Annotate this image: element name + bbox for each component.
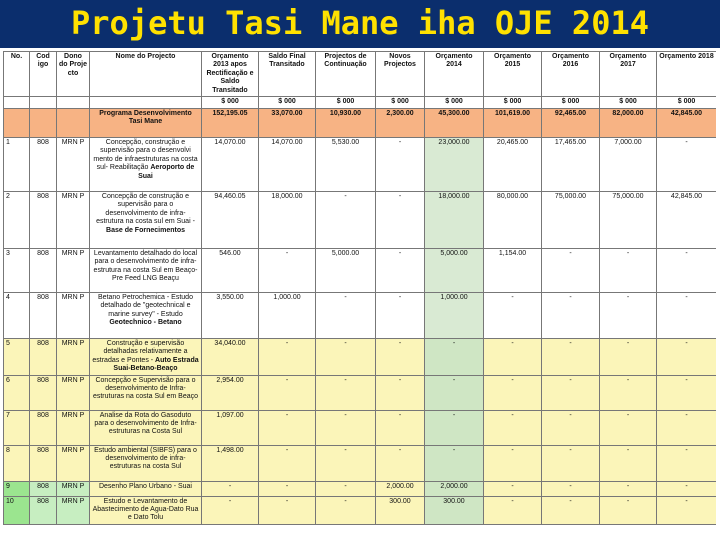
row-budget-2016: -: [542, 410, 600, 445]
row-final-balance: -: [259, 339, 316, 376]
row-project-name: [90, 249, 202, 293]
row-budget-2017: -: [600, 249, 657, 293]
row-project-name: [90, 293, 202, 339]
header-budget-2014: Orçamento 2014: [425, 52, 484, 97]
header-final-balance: Saldo Final Transitado: [259, 52, 316, 97]
row-final-balance: -: [259, 481, 316, 496]
project-description: Estudo ambiental (SIBFS) para o desenvolvimento de infra-estruturas na costa Sul: [94, 446, 197, 471]
row-budget-2018: -: [657, 445, 717, 481]
row-budget-2016: -: [542, 496, 600, 524]
row-number: 7: [4, 410, 30, 445]
units-row: [4, 97, 717, 109]
row-budget-2018: -: [657, 339, 717, 376]
row-budget-2014: 18,000.00: [425, 192, 484, 249]
row-new-projects: -: [376, 293, 425, 339]
row-project-name: [90, 445, 202, 481]
units-cell: $ 000: [316, 97, 376, 109]
summary-cell: [57, 109, 90, 138]
table-row: [4, 481, 717, 496]
budget-table-container: [3, 51, 716, 537]
row-budget-2017: -: [600, 339, 657, 376]
row-final-balance: -: [259, 410, 316, 445]
row-budget-2015: 1,154.00: [484, 249, 542, 293]
summary-budget-2015: 101,619.00: [484, 109, 542, 138]
row-code: 808: [30, 410, 57, 445]
row-owner: MRN P: [57, 192, 90, 249]
row-project-name: [90, 192, 202, 249]
row-final-balance: -: [259, 445, 316, 481]
row-budget-2013: 3,550.00: [202, 293, 259, 339]
project-description: Analise da Rota do Gasoduto para o desenvolvimento de Infra-estruturas na Costa Sul: [94, 411, 197, 436]
row-continuation: -: [316, 339, 376, 376]
row-budget-2018: -: [657, 249, 717, 293]
row-budget-2017: -: [600, 481, 657, 496]
project-description: Concepção e Supervisão para o desenvolvimento de Infra-estruturas na costa Sul em Beaço: [92, 376, 199, 401]
header-continuation: Projectos de Continuação: [316, 52, 376, 97]
table-row: [4, 375, 717, 410]
row-code: 808: [30, 192, 57, 249]
header-project-name: Nome do Projecto: [90, 52, 202, 97]
row-budget-2014: -: [425, 410, 484, 445]
row-number: 8: [4, 445, 30, 481]
row-code: 808: [30, 249, 57, 293]
program-summary-row: [4, 109, 717, 138]
units-cell: $ 000: [600, 97, 657, 109]
row-new-projects: 300.00: [376, 496, 425, 524]
header-budget-2013: Orçamento 2013 apos Rectificação e Saldo Transitado: [202, 52, 259, 97]
row-code: 808: [30, 138, 57, 192]
row-project-name: [90, 138, 202, 192]
project-location: Geotechnico - Betano: [109, 319, 182, 327]
project-description: Levantamento detalhado do local para o desenvolvimento de infra-estrutura na costa Sul em Beaço-Pre Feed LNG Beaçu: [93, 250, 198, 283]
row-code: 808: [30, 375, 57, 410]
row-code: 808: [30, 293, 57, 339]
row-budget-2017: 7,000.00: [600, 138, 657, 192]
units-cell: [57, 97, 90, 109]
row-owner: MRN P: [57, 445, 90, 481]
row-budget-2016: 17,465.00: [542, 138, 600, 192]
row-number: 10: [4, 496, 30, 524]
row-project-name: [90, 339, 202, 376]
row-budget-2016: -: [542, 481, 600, 496]
row-budget-2016: -: [542, 375, 600, 410]
row-continuation: -: [316, 293, 376, 339]
row-project-name: [90, 375, 202, 410]
row-budget-2015: -: [484, 481, 542, 496]
table-row: [4, 445, 717, 481]
row-new-projects: -: [376, 339, 425, 376]
row-number: 3: [4, 249, 30, 293]
row-continuation: 5,530.00: [316, 138, 376, 192]
header-no: No.: [4, 52, 30, 97]
row-new-projects: 2,000.00: [376, 481, 425, 496]
row-budget-2017: -: [600, 445, 657, 481]
summary-budget-2013: 152,195.05: [202, 109, 259, 138]
row-budget-2018: -: [657, 481, 717, 496]
row-owner: MRN P: [57, 339, 90, 376]
units-cell: $ 000: [542, 97, 600, 109]
row-continuation: -: [316, 375, 376, 410]
row-budget-2016: -: [542, 339, 600, 376]
row-number: 4: [4, 293, 30, 339]
units-cell: $ 000: [259, 97, 316, 109]
header-budget-2017: Orçamento 2017: [600, 52, 657, 97]
row-budget-2013: 94,460.05: [202, 192, 259, 249]
table-body: [4, 97, 717, 525]
row-budget-2017: 75,000.00: [600, 192, 657, 249]
table-row: [4, 138, 717, 192]
units-cell: $ 000: [657, 97, 717, 109]
row-project-name: [90, 481, 202, 496]
table-row: [4, 249, 717, 293]
units-cell: [90, 97, 202, 109]
table-row: [4, 410, 717, 445]
summary-program-name: Programa Desenvolvimento Tasi Mane: [90, 109, 202, 138]
row-budget-2018: -: [657, 496, 717, 524]
row-owner: MRN P: [57, 481, 90, 496]
row-budget-2013: 14,070.00: [202, 138, 259, 192]
row-final-balance: -: [259, 249, 316, 293]
project-description: Construção e supervisão detalhadas relativamente a estradas e Pontes -: [92, 340, 188, 364]
row-budget-2014: 5,000.00: [425, 249, 484, 293]
row-budget-2017: -: [600, 496, 657, 524]
table-row: [4, 339, 717, 376]
row-new-projects: -: [376, 445, 425, 481]
row-budget-2013: -: [202, 496, 259, 524]
summary-budget-2017: 82,000.00: [600, 109, 657, 138]
summary-budget-2016: 92,465.00: [542, 109, 600, 138]
table-row: [4, 192, 717, 249]
row-budget-2018: -: [657, 138, 717, 192]
header-row: [4, 52, 717, 97]
header-budget-2015: Orçamento 2015: [484, 52, 542, 97]
row-budget-2018: -: [657, 293, 717, 339]
row-owner: MRN P: [57, 249, 90, 293]
row-continuation: -: [316, 445, 376, 481]
project-description: Betano Petrochemica - Estudo detalhado de "geotechnical e marine survey" - Estudo: [98, 294, 193, 318]
table-row: [4, 293, 717, 339]
project-description: Desenho Plano Urbano - Suai: [98, 482, 192, 490]
row-continuation: -: [316, 481, 376, 496]
header-budget-2016: Orçamento 2016: [542, 52, 600, 97]
row-budget-2015: -: [484, 496, 542, 524]
row-new-projects: -: [376, 375, 425, 410]
row-budget-2013: 1,097.00: [202, 410, 259, 445]
row-budget-2017: -: [600, 293, 657, 339]
row-owner: MRN P: [57, 138, 90, 192]
units-cell: $ 000: [425, 97, 484, 109]
row-budget-2015: -: [484, 410, 542, 445]
row-budget-2017: -: [600, 410, 657, 445]
row-budget-2014: -: [425, 339, 484, 376]
summary-final-balance: 33,070.00: [259, 109, 316, 138]
row-number: 2: [4, 192, 30, 249]
row-code: 808: [30, 481, 57, 496]
row-budget-2015: -: [484, 445, 542, 481]
row-budget-2014: 300.00: [425, 496, 484, 524]
row-budget-2014: -: [425, 445, 484, 481]
summary-cell: [4, 109, 30, 138]
row-final-balance: 1,000.00: [259, 293, 316, 339]
row-number: 6: [4, 375, 30, 410]
table-row: [4, 496, 717, 524]
budget-table: [3, 51, 716, 525]
summary-budget-2018: 42,845.00: [657, 109, 717, 138]
row-owner: MRN P: [57, 375, 90, 410]
row-budget-2016: -: [542, 249, 600, 293]
units-cell: [30, 97, 57, 109]
title-bar: [0, 0, 720, 48]
header-new-projects: Novos Projectos: [376, 52, 425, 97]
row-code: 808: [30, 445, 57, 481]
row-budget-2013: -: [202, 481, 259, 496]
row-budget-2014: 23,000.00: [425, 138, 484, 192]
row-continuation: -: [316, 192, 376, 249]
row-code: 808: [30, 496, 57, 524]
row-new-projects: -: [376, 192, 425, 249]
row-budget-2014: -: [425, 375, 484, 410]
row-new-projects: -: [376, 410, 425, 445]
row-budget-2015: -: [484, 375, 542, 410]
project-description: Concepção de construção e supervisão para o desenvolvimento de infra-estrutura na costa sul em Suai -: [96, 193, 195, 226]
row-budget-2013: 1,498.00: [202, 445, 259, 481]
project-location: Aeroporto de Suai: [138, 164, 195, 180]
row-budget-2016: 75,000.00: [542, 192, 600, 249]
units-cell: $ 000: [376, 97, 425, 109]
units-cell: $ 000: [202, 97, 259, 109]
row-final-balance: 18,000.00: [259, 192, 316, 249]
header-owner: Dono do Proje cto: [57, 52, 90, 97]
units-cell: $ 000: [484, 97, 542, 109]
row-owner: MRN P: [57, 410, 90, 445]
summary-cell: [30, 109, 57, 138]
project-description: Concepção, construção e supervisão para o desenvolvi mento de infraestruturas na costa sul- Reabilitação: [93, 139, 198, 172]
row-final-balance: -: [259, 496, 316, 524]
row-budget-2015: -: [484, 293, 542, 339]
row-continuation: 5,000.00: [316, 249, 376, 293]
header-code: Cod igo: [30, 52, 57, 97]
summary-new-projects: 2,300.00: [376, 109, 425, 138]
row-final-balance: 14,070.00: [259, 138, 316, 192]
row-number: 5: [4, 339, 30, 376]
row-owner: MRN P: [57, 496, 90, 524]
summary-continuation: 10,930.00: [316, 109, 376, 138]
summary-budget-2014: 45,300.00: [425, 109, 484, 138]
row-number: 1: [4, 138, 30, 192]
row-project-name: [90, 410, 202, 445]
units-cell: [4, 97, 30, 109]
row-budget-2013: 546.00: [202, 249, 259, 293]
row-continuation: -: [316, 410, 376, 445]
header-budget-2018: Orçamento 2018: [657, 52, 717, 97]
row-budget-2017: -: [600, 375, 657, 410]
row-new-projects: -: [376, 138, 425, 192]
project-description: Estudo e Levantamento de Abastecimento de Agua-Dato Rua e Dato Tolu: [92, 497, 199, 522]
row-project-name: [90, 496, 202, 524]
row-new-projects: -: [376, 249, 425, 293]
row-budget-2015: 80,000.00: [484, 192, 542, 249]
row-budget-2015: 20,465.00: [484, 138, 542, 192]
row-budget-2014: 2,000.00: [425, 481, 484, 496]
row-owner: MRN P: [57, 293, 90, 339]
row-budget-2018: 42,845.00: [657, 192, 717, 249]
slide-title: Projetu Tasi Mane iha OJE 2014: [71, 4, 649, 42]
row-number: 9: [4, 481, 30, 496]
row-budget-2018: -: [657, 375, 717, 410]
row-budget-2018: -: [657, 410, 717, 445]
row-budget-2013: 2,954.00: [202, 375, 259, 410]
row-budget-2015: -: [484, 339, 542, 376]
project-location: Auto Estrada Suai-Betano-Beaço: [113, 356, 199, 373]
row-budget-2014: 1,000.00: [425, 293, 484, 339]
row-final-balance: -: [259, 375, 316, 410]
row-budget-2013: 34,040.00: [202, 339, 259, 376]
row-continuation: -: [316, 496, 376, 524]
project-location: Base de Fornecimentos: [106, 226, 185, 234]
row-code: 808: [30, 339, 57, 376]
row-budget-2016: -: [542, 445, 600, 481]
row-budget-2016: -: [542, 293, 600, 339]
